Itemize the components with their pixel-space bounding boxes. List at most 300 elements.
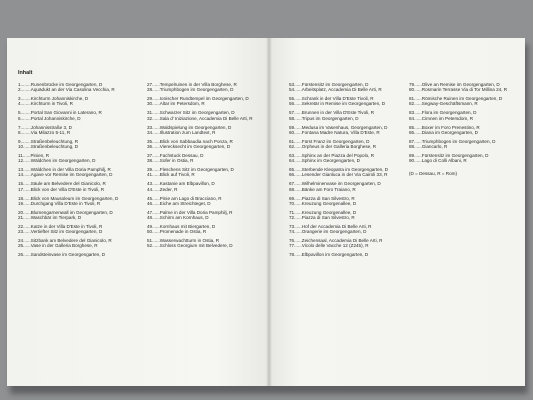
- toc-leader-dots: .....: [24, 195, 31, 201]
- toc-entry-title: Wasserwachtturm in Ostia, R: [159, 238, 220, 244]
- toc-entry-number: 24.: [18, 238, 25, 244]
- toc-leader-dots: .....: [415, 124, 422, 130]
- toc-entry-title: Segway-Geschäftsmann, R: [421, 101, 478, 107]
- toc-entry: [147, 229, 206, 234]
- toc-entry-number: 53.: [289, 82, 296, 87]
- toc-entry-number: 14.: [18, 172, 25, 178]
- toc-entry-title: Vierecksecht im Georgengarten, D: [159, 144, 231, 149]
- toc-leader-dots: .....: [295, 167, 302, 173]
- toc-leader-dots: .....: [153, 124, 160, 130]
- toc-entry-number: 13.: [18, 167, 25, 173]
- toc-entry-number: 52.: [147, 243, 154, 249]
- toc-entry-number: 51.: [147, 238, 154, 244]
- toc-entry-title: Elbpavillon im Georgengarten, D: [301, 252, 369, 258]
- toc-leader-dots: .....: [24, 215, 31, 220]
- toc-leader-dots: .....: [415, 115, 422, 121]
- toc-leader-dots: .....: [415, 144, 422, 149]
- toc-entry-title: Wäldchen im Georgengarten, D: [30, 158, 96, 164]
- toc-leader-dots: .....: [295, 224, 302, 229]
- toc-entry: [409, 130, 478, 135]
- toc-entry-title: Fürstensitz im Georgengarten, D: [301, 82, 369, 87]
- toc-entry: [147, 130, 215, 135]
- toc-entry-title: Kornhaus mit Biergarten, D: [159, 224, 216, 229]
- toc-entry-title: Piazza di San Silvestro, R: [301, 215, 355, 220]
- toc-entry-title: Tempelruinen in der Villa Borghese, R: [159, 82, 237, 87]
- toc-entry-number: 29.: [147, 96, 154, 102]
- toc-leader-dots: .....: [24, 209, 31, 215]
- toc-leader-dots: .....: [415, 158, 422, 164]
- toc-entry-title: Sterbende Kleopatra im Georgengarten, D: [301, 167, 389, 173]
- toc-entry-number: 83.: [409, 110, 416, 116]
- toc-entry-number: 12.: [18, 158, 25, 164]
- toc-entry-title: Ionischer Rundtempel im Georgengarten, D: [159, 96, 249, 102]
- toc-leader-dots: .......: [21, 110, 31, 116]
- toc-leader-dots: .....: [295, 172, 302, 178]
- toc-leader-dots: .....: [295, 144, 302, 149]
- toc-entry: [18, 130, 70, 135]
- toc-leader-dots: .....: [415, 87, 422, 93]
- toc-entry-number: 15.: [18, 181, 25, 187]
- toc-leader-dots: .....: [295, 110, 302, 116]
- toc-entry-number: 7.: [18, 124, 22, 130]
- toc-entry-number: 26.: [18, 252, 25, 258]
- toc-entry-title: Katze in der Villa D'Este in Tivoli, R: [30, 224, 103, 229]
- toc-leader-dots: .....: [153, 195, 160, 201]
- toc-entry-title: Via Milazzo 5-11, R: [30, 129, 71, 135]
- toc-entry-number: 43.: [147, 181, 154, 187]
- toc-leader-dots: .....: [24, 186, 31, 192]
- toc-entry: [289, 130, 380, 135]
- toc-entry-number: 59.: [289, 124, 296, 130]
- toc-leader-dots: .......: [21, 87, 31, 93]
- toc-leader-dots: .....: [295, 181, 302, 187]
- toc-leader-dots: .....: [415, 110, 422, 116]
- toc-entry: [18, 229, 102, 234]
- toc-entry-number: 23.: [18, 229, 25, 235]
- toc-entry-number: 58.: [289, 115, 296, 121]
- toc-leader-dots: .....: [295, 209, 302, 215]
- toc-entry-title: Promenade in Ostia, R: [159, 229, 207, 235]
- toc-entry-number: 88.: [409, 144, 416, 149]
- toc-leader-dots: .....: [295, 243, 302, 249]
- toc-entry: [289, 144, 376, 149]
- toc-entry-title: Portal Johanniskirche, D: [30, 115, 81, 121]
- toc-entry-number: 50.: [147, 229, 154, 235]
- toc-entry-number: 87.: [409, 138, 416, 144]
- toc-entry-number: 28.: [147, 87, 154, 93]
- toc-leader-dots: .......: [21, 124, 31, 130]
- toc-leader-dots: .....: [295, 215, 302, 220]
- toc-entry-number: 55.: [289, 96, 296, 102]
- toc-entry: [18, 187, 104, 192]
- toc-entry-number: 10.: [18, 144, 25, 149]
- toc-entry-title: Agave vor Remise im Georgengarten, D: [30, 172, 113, 178]
- toc-entry: [18, 158, 95, 163]
- toc-entry-number: 69.: [289, 195, 296, 201]
- toc-entry-number: 79.: [409, 82, 416, 87]
- toc-entry-number: 76.: [289, 238, 296, 244]
- toc-leader-dots: .......: [21, 101, 31, 107]
- toc-leader-dots: .....: [295, 115, 302, 121]
- toc-entry-title: Zeder, R: [159, 186, 178, 192]
- toc-entry-number: 81.: [409, 96, 416, 102]
- toc-entry-title: Hof der Accademia Di Belle Arti, R: [301, 224, 372, 229]
- toc-entry-title: Portal San Giovanni in Laterano, R: [30, 110, 102, 116]
- toc-entry-number: 74.: [289, 229, 296, 235]
- toc-entry-title: Piazza di San Silvestro, R: [301, 195, 355, 201]
- toc-leader-dots: .....: [153, 181, 160, 187]
- toc-entry-title: Römische Ruinen im Georgengarten, D: [421, 96, 503, 102]
- toc-entry-title: Durchgang Villa D'Este in Tivoli, R: [30, 200, 101, 206]
- toc-entry-title: Blick auf Tivoli, R: [159, 172, 195, 178]
- toc-leader-dots: .....: [153, 238, 160, 244]
- toc-leader-dots: .....: [295, 229, 302, 235]
- toc-leader-dots: .....: [295, 87, 302, 93]
- toc-entry-number: 64.: [289, 158, 296, 164]
- toc-entry-title: Kreuzung Georgenallee, D: [301, 200, 357, 206]
- toc-leader-dots: .....: [153, 87, 160, 93]
- toc-entry-number: 49.: [147, 224, 154, 229]
- toc-entry-number: 60.: [289, 129, 296, 135]
- toc-entry-number: 46.: [147, 200, 154, 206]
- toc-entry-number: 90.: [409, 158, 416, 164]
- toc-entry: [147, 201, 211, 206]
- toc-entry-title: Sphinx an der Piazza del Popolo, R: [301, 153, 375, 158]
- toc-leader-dots: .....: [415, 129, 422, 135]
- toc-entry-number: 67.: [289, 181, 296, 187]
- toc-leader-dots: .....: [153, 144, 160, 149]
- toc-entry-title: Straßenbeleuchtung, R: [30, 138, 79, 144]
- toc-entry-number: 61.: [289, 138, 296, 144]
- toc-entry: [289, 101, 385, 106]
- toc-entry-title: Orangerie im Georgengarten, D: [301, 229, 367, 235]
- toc-entry-title: Vicolo delle Vacche 12 (Z245), R: [301, 243, 369, 249]
- toc-leader-dots: .....: [24, 243, 31, 249]
- toc-leader-dots: .....: [153, 167, 160, 173]
- open-booklet: [7, 38, 525, 386]
- toc-leader-dots: .....: [24, 224, 31, 229]
- toc-entry-title: Kastanie am Elbpavillon, D: [159, 181, 215, 187]
- toc-entry-title: Blick von der Villa D'Este in Tivoli, R: [30, 186, 105, 192]
- toc-leader-dots: .....: [24, 158, 31, 164]
- toc-entry-title: Eiche am Streichteget, D: [159, 200, 211, 206]
- toc-entry-number: 71.: [289, 209, 296, 215]
- toc-entry-title: Arbeitsplatz, Accademia Di Belle Arti, R: [301, 87, 382, 93]
- toc-leader-dots: .....: [24, 238, 31, 244]
- toc-entry-title: Lesender Gianluca in der Via Cairoli 33, R: [301, 172, 388, 178]
- toc-entry-number: 32.: [147, 115, 154, 121]
- toc-entry-number: 25.: [18, 243, 25, 249]
- toc-entry-title: Wilhelminenvase im Georgengarten, D: [301, 181, 381, 187]
- toc-entry-title: Brunnen in der Villa D'Este Tivoli, R: [301, 110, 375, 116]
- toc-entry-title: Blumengarnenwall im Georgengarten, D: [30, 209, 113, 215]
- toc-leader-dots: .....: [415, 96, 422, 102]
- toc-entry-title: Sekretär in Remise im Georgengarten, D: [301, 101, 386, 107]
- toc-entry-number: 65.: [289, 167, 296, 173]
- toc-entry-title: Blick von Mausoleum im Georgengarten, D: [30, 195, 119, 201]
- toc-entry-title: Olive an Remise im Georgengarten, D: [421, 82, 500, 87]
- toc-leader-dots: .......: [21, 82, 31, 87]
- toc-entry-number: 44.: [147, 186, 154, 192]
- toc-entry-title: Blick von Sabbaudia nach Ponza, R: [159, 138, 233, 144]
- toc-entry-number: 27.: [147, 82, 154, 87]
- toc-entry-title: Vase in der Galleria Borghese, R: [30, 243, 98, 249]
- toc-entry: [18, 172, 112, 177]
- toc-entry-number: 47.: [147, 209, 154, 215]
- toc-entry-number: 62.: [289, 144, 296, 149]
- toc-entry-title: Fleschens Sitz im Georgengarten, D: [159, 167, 234, 173]
- toc-entry-title: Schirm am Kornhaus, D: [159, 215, 209, 220]
- toc-leader-dots: .....: [24, 167, 31, 173]
- toc-entry: [147, 187, 177, 192]
- toc-entry: [147, 158, 193, 163]
- toc-entry-number: 6.: [18, 115, 22, 121]
- toc-entry: [409, 116, 473, 121]
- toc-leader-dots: .....: [24, 252, 31, 258]
- toc-entry-title: Straßenbeleuchtung, D: [30, 144, 79, 149]
- toc-entry-title: Fürstensitz im Georgengarten, D: [421, 153, 489, 158]
- toc-leader-dots: .....: [295, 158, 302, 164]
- toc-leader-dots: .....: [295, 186, 302, 192]
- toc-entry: [147, 116, 253, 121]
- toc-leader-dots: .....: [295, 96, 302, 102]
- toc-entry: [18, 252, 105, 257]
- toc-entry: [289, 116, 359, 121]
- toc-entry-number: 9.: [18, 138, 22, 144]
- left-page: [7, 38, 269, 386]
- toc-leader-dots: .....: [153, 110, 160, 116]
- toc-leader-dots: .....: [153, 138, 160, 144]
- toc-entry: [18, 116, 81, 121]
- toc-entry-title: Orpheus in der Galleria Borghese, R: [301, 144, 377, 149]
- toc-entry: [289, 158, 360, 163]
- toc-leader-dots: .......: [21, 96, 31, 102]
- toc-entry-title: Schloss Georgium mit Belvedere, D: [159, 243, 233, 249]
- toc-entry-title: Triumphbogen im Georgengarten, D: [159, 87, 234, 93]
- toc-entry-number: 36.: [147, 144, 154, 149]
- toc-leader-dots: .....: [24, 200, 31, 206]
- toc-entry-title: Flora im Georgengarten, D: [421, 110, 477, 116]
- toc-entry-number: 21.: [18, 215, 25, 220]
- toc-entry-number: 35.: [147, 138, 154, 144]
- toc-entry-number: 22.: [18, 224, 25, 229]
- toc-entry-title: Sala d' Iniziazione, Accademia Di Belle Arti, R: [159, 115, 253, 121]
- toc-entry-number: 8.: [18, 129, 22, 135]
- toc-entry-number: 54.: [289, 87, 296, 93]
- toc-entry: [18, 215, 81, 220]
- toc-leader-dots: .....: [153, 215, 160, 220]
- toc-leader-dots: .....: [153, 115, 160, 121]
- toc-leader-dots: .....: [415, 153, 422, 158]
- toc-entry: [18, 87, 115, 92]
- toc-entry-number: 84.: [409, 115, 416, 121]
- toc-leader-dots: .....: [295, 200, 302, 206]
- toc-entry-title: Kirchturm in Tivoli, R: [30, 101, 73, 107]
- toc-leader-dots: .....: [295, 124, 302, 130]
- toc-entry: [18, 201, 100, 206]
- toc-leader-dots: .....: [295, 252, 302, 258]
- toc-entry-title: Zeichensaal, Accademia Di Belle Arti, R: [301, 238, 383, 244]
- toc-entry-title: Säule am Belvedere del Gianicolo, R: [30, 181, 106, 187]
- toc-leader-dots: .....: [295, 138, 302, 144]
- toc-leader-dots: .......: [21, 115, 31, 121]
- toc-entry-number: 57.: [289, 110, 296, 116]
- toc-entry-title: Wäldchen in der Villa Doria Pamphilj, R: [30, 167, 111, 173]
- toc-entry-title: Pinien, R: [30, 153, 50, 158]
- toc-entry-number: 34.: [147, 129, 154, 135]
- toc-entry: [409, 144, 447, 149]
- toc-entry: [289, 243, 369, 248]
- toc-entry-title: Sphinx im Georgengarten, D: [301, 158, 360, 164]
- toc-leader-dots: .....: [295, 82, 302, 87]
- toc-entry-number: 56.: [289, 101, 296, 107]
- toc-leader-dots: .....: [153, 224, 160, 229]
- toc-entry-title: Triumphbogen im Georgengarten, D: [421, 138, 496, 144]
- toc-entry-title: Waldspielung im Georgengarten, D: [159, 124, 232, 130]
- toc-entry: [289, 172, 388, 177]
- toc-entry: [18, 144, 78, 149]
- toc-entry-title: Vertiefter Sitz im Georgengarten, D: [30, 229, 103, 235]
- toc-entry-title: Lago di Colli Albani, R: [421, 158, 467, 164]
- toc-leader-dots: .....: [153, 153, 160, 158]
- toc-leader-dots: .....: [153, 229, 160, 235]
- toc-leader-dots: .....: [24, 172, 31, 178]
- toc-entry-number: 20.: [18, 209, 25, 215]
- toc-leader-dots: .....: [153, 101, 160, 107]
- toc-entry-title: Palme in der Villa Doria Pamphilj, R: [159, 209, 233, 215]
- toc-entry-number: 48.: [147, 215, 154, 220]
- toc-leader-dots: .....: [24, 229, 31, 235]
- toc-leader-dots: .....: [415, 82, 422, 87]
- toc-leader-dots: .......: [21, 129, 31, 135]
- toc-leader-dots: .....: [415, 101, 422, 107]
- toc-entry-title: Cimnen im Petersdom, R: [421, 115, 474, 121]
- toc-leader-dots: .....: [295, 129, 302, 135]
- toc-entry-title: Medusa im Vasenhaus, Georgengarten, D: [301, 124, 388, 130]
- legend-note: (D = Dessau, R = Rom): [409, 171, 457, 176]
- toc-entry: [409, 87, 507, 92]
- toc-leader-dots: .....: [415, 138, 422, 144]
- toc-entry-number: 80.: [409, 87, 416, 93]
- toc-entry-title: Rosmarin Terrasse Via di Tor Millina 24, R: [421, 87, 508, 93]
- toc-entry-number: 77.: [289, 243, 296, 249]
- toc-leader-dots: .....: [24, 153, 31, 158]
- right-page: [269, 38, 525, 386]
- toc-entry-number: 68.: [289, 186, 296, 192]
- toc-entry-title: Schrank in der Villa D'Este Tivoli, R: [301, 96, 374, 102]
- toc-entry-title: Sandsteinvase im Georgengarten, D: [30, 252, 106, 258]
- toc-entry: [289, 87, 382, 92]
- toc-entry: [289, 252, 368, 257]
- toc-entry-number: 11.: [18, 153, 25, 158]
- toc-leader-dots: .....: [153, 96, 160, 102]
- toc-entry-number: 1.: [18, 82, 22, 87]
- toc-entry-title: Diana im Georgengarten, D: [421, 129, 478, 135]
- toc-entry-title: Giancarlo, R: [421, 144, 448, 149]
- toc-entry-number: 30.: [147, 101, 154, 107]
- toc-entry-number: 19.: [18, 200, 25, 206]
- toc-entry: [289, 215, 355, 220]
- toc-entry-number: 3.: [18, 96, 22, 102]
- toc-entry-number: 82.: [409, 101, 416, 107]
- toc-entry-title: Fontana Madre Natura, Villa D'Este, R: [301, 129, 380, 135]
- toc-entry-number: 5.: [18, 110, 22, 116]
- toc-entry-number: 31.: [147, 110, 154, 116]
- toc-leader-dots: .....: [153, 209, 160, 215]
- toc-leader-dots: .....: [153, 82, 160, 87]
- toc-leader-dots: .....: [153, 243, 160, 249]
- toc-entry-title: Fachstuck Dessau, D: [159, 153, 204, 158]
- toc-entry-number: 85.: [409, 124, 416, 130]
- toc-entry-title: Johannisstraße 3, D: [30, 124, 72, 130]
- toc-entry: [147, 243, 233, 248]
- toc-leader-dots: .....: [153, 172, 160, 178]
- toc-entry-title: Waschbär im Tierpark, D: [30, 215, 82, 220]
- toc-entry-title: Sofer in Ostia, R: [159, 158, 194, 164]
- toc-entry-number: 89.: [409, 153, 416, 158]
- toc-leader-dots: .....: [295, 101, 302, 107]
- toc-entry: [147, 87, 233, 92]
- contents-heading: Inhalt: [18, 70, 33, 76]
- toc-entry-number: 73.: [289, 224, 296, 229]
- toc-leader-dots: .....: [153, 200, 160, 206]
- toc-entry: [409, 158, 467, 163]
- toc-entry-title: Fürst Franz im Georgengarten, D: [301, 138, 370, 144]
- toc-entry-number: 37.: [147, 153, 154, 158]
- toc-entry-title: Illustration zum Landtext, R: [159, 129, 216, 135]
- toc-entry-number: 39.: [147, 167, 154, 173]
- toc-leader-dots: .....: [295, 153, 302, 158]
- toc-entry-title: Kreuzung Georgenallee, D: [301, 209, 357, 215]
- toc-leader-dots: .....: [295, 238, 302, 244]
- toc-leader-dots: .......: [21, 138, 31, 144]
- toc-entry-number: 2.: [18, 87, 22, 93]
- toc-entry-number: 41.: [147, 172, 154, 178]
- toc-entry-number: 18.: [18, 195, 25, 201]
- toc-entry-title: Altar im Petersdom, R: [159, 101, 205, 107]
- toc-entry: [147, 144, 230, 149]
- toc-entry-number: 70.: [289, 200, 296, 206]
- toc-entry-number: 78.: [289, 252, 296, 258]
- toc-entry-title: Runenbrücke im Georgengarten, D: [30, 82, 103, 87]
- toc-entry: [147, 101, 205, 106]
- toc-entry-title: Bänke am Foro Traiano, R: [301, 186, 356, 192]
- toc-entry-title: Tripus im Georgengarten, D: [301, 115, 359, 121]
- toc-entry: [289, 201, 356, 206]
- toc-entry-number: 38.: [147, 158, 154, 164]
- toc-entry-title: Aquädukt an der Via Casolina Vecchia, R: [30, 87, 115, 93]
- toc-entry-title: Pinie am Lago di Bracciano, R: [159, 195, 222, 201]
- toc-entry: [18, 243, 98, 248]
- toc-leader-dots: .....: [24, 144, 31, 149]
- toc-entry-number: 66.: [289, 172, 296, 178]
- toc-entry-number: 63.: [289, 153, 296, 158]
- toc-entry: [147, 172, 195, 177]
- toc-entry-title: Boxer im Foro Prenestino, R: [421, 124, 480, 130]
- toc-entry-title: Sitzbank am Belvedere del Gianicolo, R: [30, 238, 112, 244]
- toc-leader-dots: .....: [153, 129, 160, 135]
- toc-entry: [409, 101, 478, 106]
- toc-entry-number: 4.: [18, 101, 22, 107]
- toc-entry-number: 33.: [147, 124, 154, 130]
- toc-leader-dots: .....: [153, 186, 160, 192]
- toc-leader-dots: .....: [24, 181, 31, 187]
- toc-entry-number: 45.: [147, 195, 154, 201]
- toc-entry: [289, 229, 366, 234]
- toc-entry-title: Kirchturm Johanniskirche, D: [30, 96, 89, 102]
- toc-entry-number: 72.: [289, 215, 296, 220]
- toc-entry: [18, 101, 73, 106]
